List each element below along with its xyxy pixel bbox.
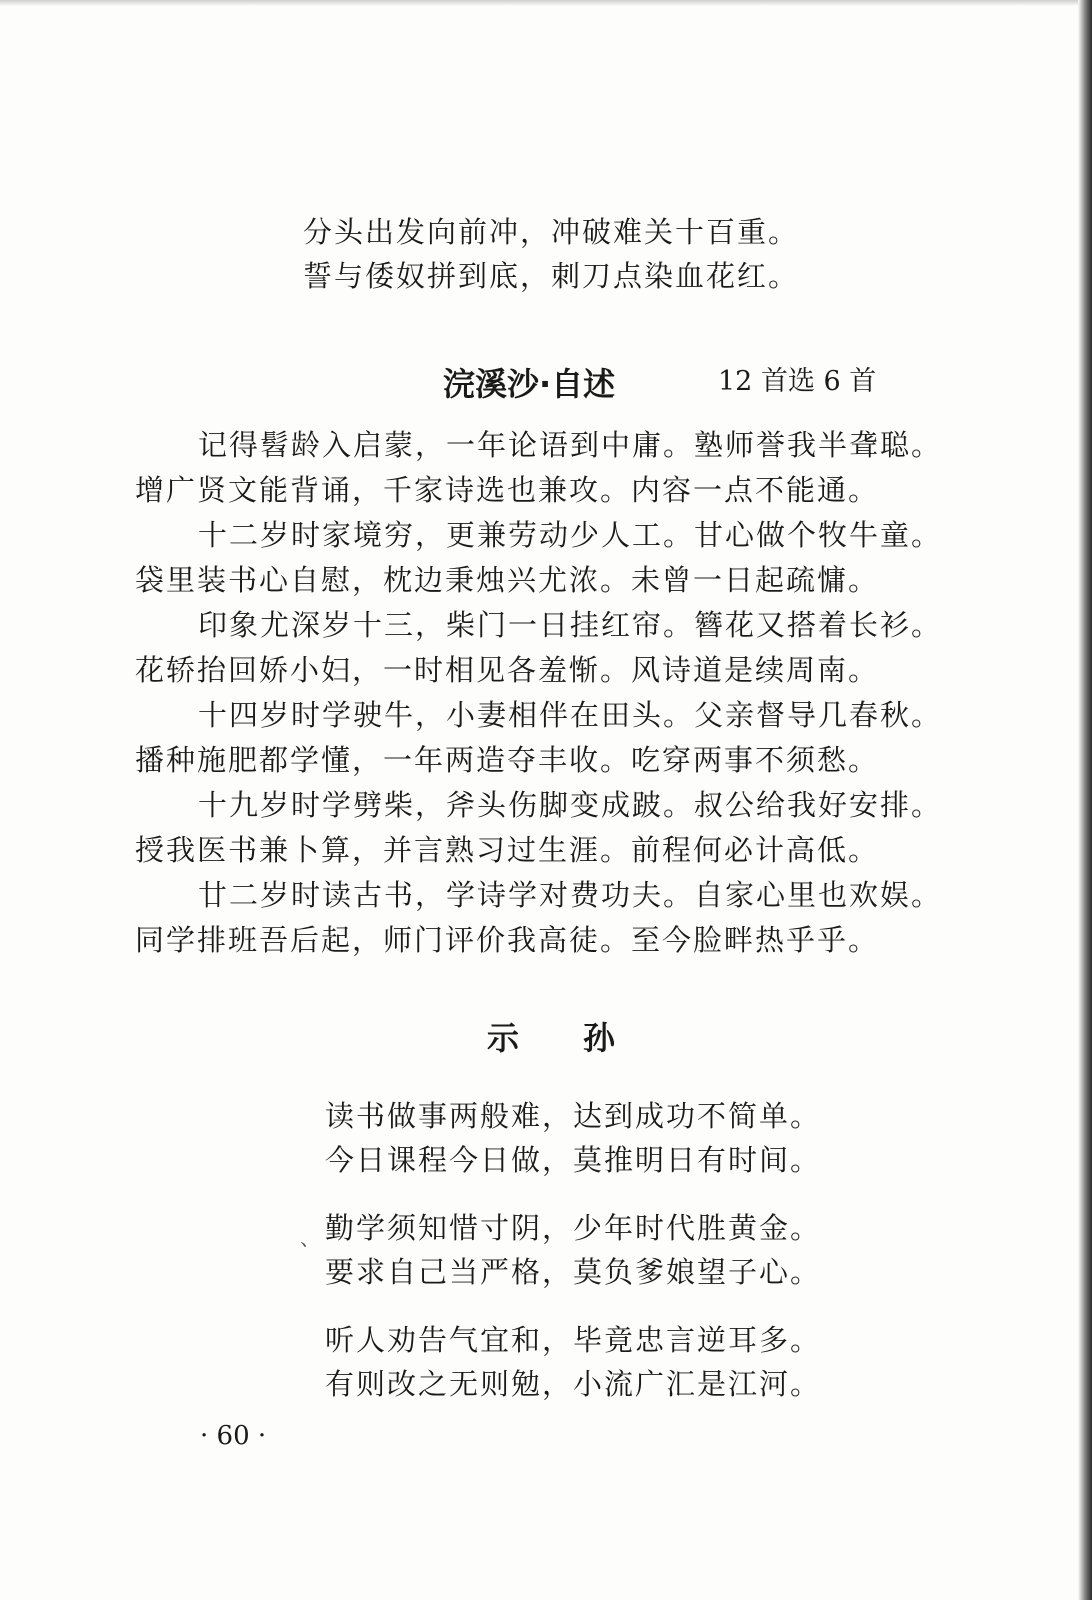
poem-line: 增广贤文能背诵，千家诗选也兼攻。内容一点不能通。 (135, 473, 880, 507)
poem-line: 十二岁时家境穷，更兼劳动少人工。甘心做个牧牛童。 (198, 518, 943, 552)
poem-line: 分头出发向前冲，冲破难关十百重。 (303, 215, 800, 249)
scan-speck: 、 (300, 1226, 320, 1250)
poem-line: 誓与倭奴拼到底，刺刀点染血花红。 (303, 259, 800, 293)
poem-line: 读书做事两般难，达到成功不简单。 (325, 1099, 822, 1133)
poem-title: 浣溪沙·自述 (443, 365, 616, 403)
scan-top-edge (0, 0, 1092, 6)
poem-line: 袋里装书心自慰，枕边秉烛兴尤浓。未曾一日起疏慵。 (135, 563, 880, 597)
poem-line: 同学排班吾后起，师门评价我高徒。至今脸畔热乎乎。 (135, 923, 880, 957)
poem-line: 廿二岁时读古书，学诗学对费功夫。自家心里也欢娱。 (198, 878, 943, 912)
poem-line: 有则改之无则勉，小流广汇是江河。 (325, 1367, 822, 1401)
poem-selection-note: 12 首选 6 首 (718, 366, 877, 397)
poem-line: 播种施肥都学懂，一年两造夺丰收。吃穿两事不须愁。 (135, 743, 880, 777)
poem-line: 十九岁时学劈柴，斧头伤脚变成跛。叔公给我好安排。 (198, 788, 943, 822)
page-number: · 60 · (200, 1421, 267, 1451)
poem-line: 勤学须知惜寸阴，少年时代胜黄金。 (325, 1211, 822, 1245)
poem-title: 示 孙 (487, 1019, 616, 1057)
poem-line: 花轿抬回娇小妇，一时相见各羞惭。风诗道是续周南。 (135, 653, 880, 687)
scan-right-edge (1078, 0, 1092, 1600)
poem-line: 授我医书兼卜算，并言熟习过生涯。前程何必计高低。 (135, 833, 880, 867)
poem-line: 印象尤深岁十三，柴门一日挂红帘。簪花又搭着长衫。 (198, 608, 943, 642)
poem-line: 听人劝告气宜和，毕竟忠言逆耳多。 (325, 1323, 822, 1357)
poem-line: 十四岁时学驶牛，小妻相伴在田头。父亲督导几春秋。 (198, 698, 943, 732)
poem-line: 今日课程今日做，莫推明日有时间。 (325, 1143, 822, 1177)
poem-line: 记得髫龄入启蒙，一年论语到中庸。塾师誉我半聋聪。 (198, 428, 943, 462)
poem-line: 要求自己当严格，莫负爹娘望子心。 (325, 1255, 822, 1289)
